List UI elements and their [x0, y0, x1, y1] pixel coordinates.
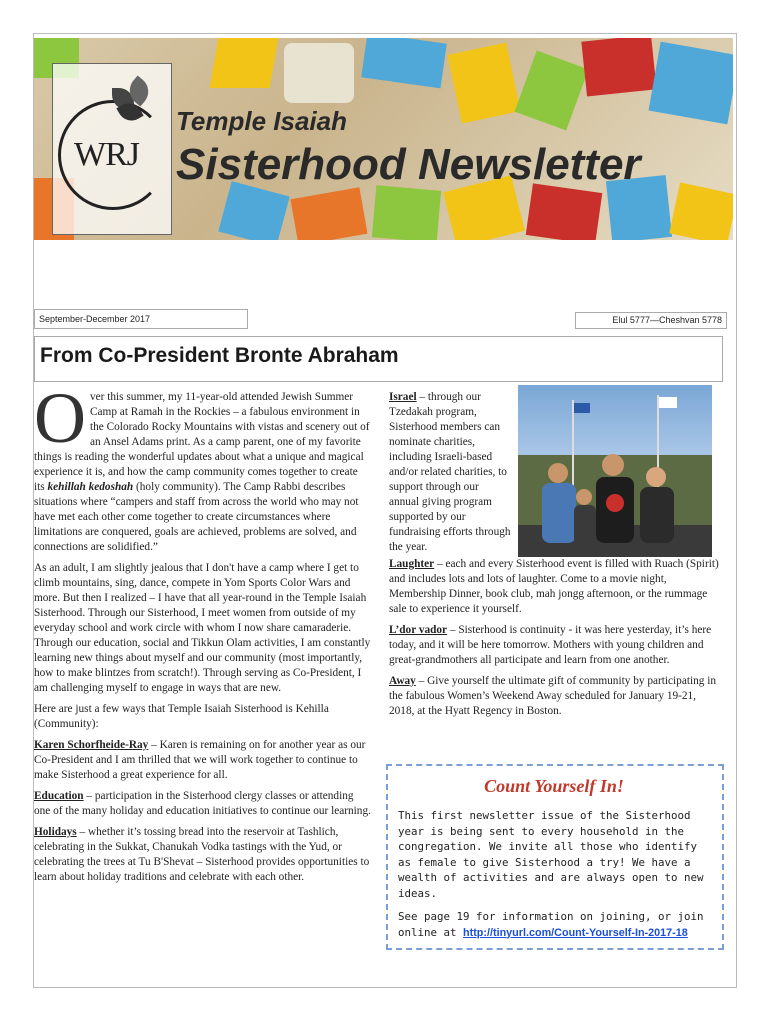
article-heading: From Co-President Bronte Abraham	[40, 344, 399, 367]
mosaic-tile	[372, 185, 441, 240]
newsletter-title: Sisterhood Newsletter	[176, 140, 641, 189]
left-column	[34, 378, 371, 891]
list-item: Laughter – each and every Sisterhood event is filled with Ruach (Spirit) and includes lots and lots of laughter. Come to a movie night, Membership Dinner, book club, mah jongg afternoon, or the rummage sale to experience it yourself.	[389, 558, 719, 615]
family-photo	[518, 385, 712, 557]
hebrew-date: Elul 5777—Cheshvan 5778	[575, 312, 727, 329]
list-item: Karen Schorfheide-Ray – Karen is remaining on for another year as our Co-President and I am thrilled that we will work together to continue to make Sisterhood a great experience for all.	[34, 739, 366, 781]
mosaic-tile	[290, 187, 367, 240]
mosaic-tile	[515, 51, 589, 131]
list-item: Away – Give yourself the ultimate gift of community by participating in the fabulous Women’s Weekend Away scheduled for January 19-21, 2018, at the Hyatt Regency in Boston.	[389, 675, 717, 717]
mosaic-tile	[649, 42, 733, 125]
israel-paragraph: Israel – through our Tzedakah program, Sisterhood members can nominate charities, including Israeli-based and/or related charities, to support through our annual giving program supported by our fundraising efforts through the year.	[389, 391, 511, 553]
count-yourself-title: Count Yourself In!	[484, 776, 624, 796]
logo-text: WRJ	[74, 136, 139, 173]
list-item: L’dor vador – Sisterhood is continuity - it was here yesterday, it’s here today, and it will be here tomorrow. Mothers with young children and great-grandmothers all participate and learn from one another.	[389, 624, 712, 666]
kehillah-term: kehillah kedoshah	[47, 481, 134, 493]
paragraph: As an adult, I am slightly jealous that I don't have a camp where I get to climb mountains, sing, dance, compete in Yom Sports Color Wars and more. But then I realized – I have that all year-round in the Temple Isaiah Sisterhood. Through our Sisterhood, I meet women from outside of my everyday school and work circle with whom I now share camaraderie. Through our education, social and Tikkun Olam activities, I am constantly learning new things about myself and our community (most importantly, how to make blintzes from scratch!). Through serving as Co-President, I am challenging myself to engage in ways that are new.	[34, 562, 371, 694]
issue-date: September-December 2017	[34, 309, 248, 329]
mosaic-tile	[669, 182, 733, 240]
mosaic-tile	[361, 38, 446, 88]
join-online-link[interactable]: http://tinyurl.com/Count-Yourself-In-2017-18	[463, 926, 688, 939]
list-item: Education – participation in the Sisterhood clergy classes or attending one of the many holiday and education initiatives to continue our learning.	[34, 790, 371, 817]
count-yourself-text	[398, 808, 710, 949]
mosaic-tile	[284, 43, 354, 103]
paragraph: Here are just a few ways that Temple Isaiah Sisterhood is Kehilla (Community):	[34, 703, 329, 730]
right-column	[389, 557, 724, 725]
list-item: Holidays – whether it’s tossing bread into the reservoir at Tashlich, celebrating in the Sukkat, Chanukah Vodka tastings with the Yud, or celebrating the trees at Tu B'Shevat – Sisterhood provides opportunities to learn about holiday traditions and celebrate with each other.	[34, 826, 370, 883]
intro-paragraph: Over this summer, my 11-year-old attended Jewish Summer Camp at Ramah in the Rockies – a fabulous environment in the Colorado Rocky Mountains with vistas and scenery out of an Ansel Adams print. As a camp parent, one of my favorite things is reading the wonderful updates about what a unique and magical experience it is, and how the camp community comes together to create its kehillah kedoshah (holy community). The Camp Rabbi describes situations where “campers and staff from across the world who may not have met each other come together to create circumstances where limitations are conquered, goals are achieved, problems are solved, and connections are solidified.”	[34, 378, 370, 553]
drop-cap: O	[34, 378, 86, 458]
paragraph: See page 19 for information on joining, or join online at http://tinyurl.com/Count-Yourself-In-2017-18	[398, 910, 704, 939]
mosaic-tile	[581, 38, 656, 97]
paragraph: This first newsletter issue of the Sisterhood year is being sent to every household in the congregation. We invite all those who identify as female to give Sisterhood a try! We have a wealth of activities and are always open to new ideas.	[398, 809, 704, 900]
temple-title: Temple Isaiah	[176, 106, 347, 136]
mosaic-tile	[210, 38, 279, 88]
mosaic-tile	[526, 183, 603, 240]
mosaic-tile	[447, 43, 520, 124]
